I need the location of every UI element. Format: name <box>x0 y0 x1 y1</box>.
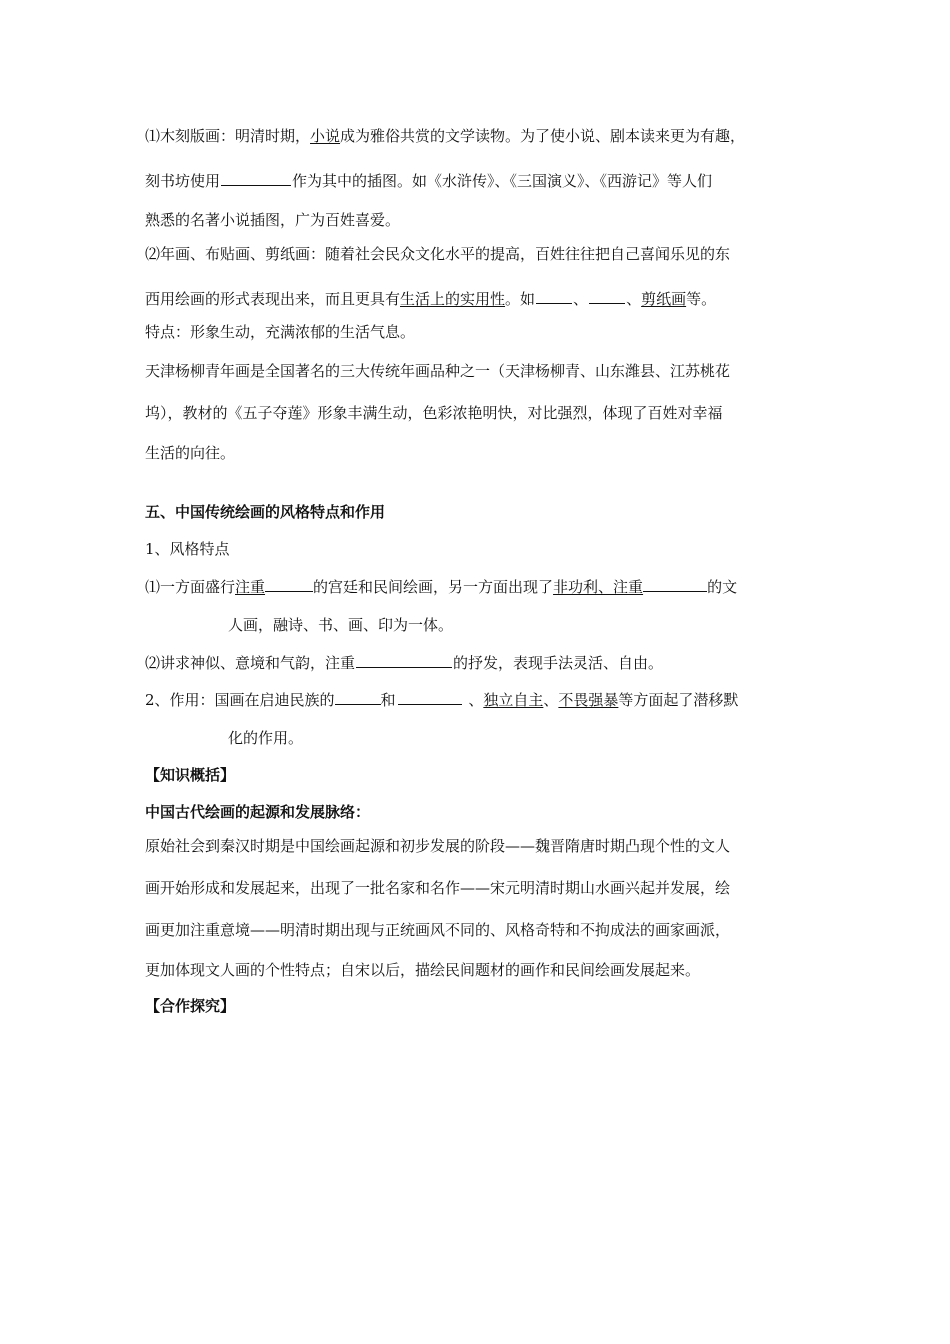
text: 西用绘画的形式表现出来，而且更具有 <box>145 290 401 308</box>
fill-blank[interactable] <box>335 689 381 705</box>
feature-line: 特点：形象生动，充满浓郁的生活气息。 <box>145 323 416 341</box>
underlined-text: 小说 <box>310 127 341 145</box>
text: ⑴一方面盛行 <box>145 578 236 596</box>
text: 、 <box>626 290 642 308</box>
fill-blank[interactable] <box>265 576 313 592</box>
fill-blank[interactable] <box>398 689 462 705</box>
fill-blank[interactable] <box>536 288 572 304</box>
tianjin-line-2: 坞），教材的《五子夺莲》形象丰满生动，色彩浓艳明快，对比强烈，体现了百姓对幸福 <box>145 404 723 422</box>
text: 、 <box>573 290 589 308</box>
text: 的文 <box>707 578 738 596</box>
style-line-3 <box>145 652 663 673</box>
newyear-painting-line-2 <box>145 288 716 309</box>
fill-blank[interactable] <box>589 288 625 304</box>
function-line-1 <box>145 689 738 710</box>
tianjin-line-3: 生活的向往。 <box>145 444 236 462</box>
fill-blank[interactable] <box>356 652 452 668</box>
woodcut-line-3: 熟悉的名著小说插图，广为百姓喜爱。 <box>145 211 401 229</box>
text: 的抒发，表现手法灵活、自由。 <box>453 654 664 672</box>
summary-line-3: 画更加注重意境——明清时期出现与正统画风不同的、风格奇特和不拘成法的画家画派， <box>145 921 731 939</box>
summary-line-1: 原始社会到秦汉时期是中国绘画起源和初步发展的阶段——魏晋隋唐时期凸现个性的文人 <box>145 837 731 855</box>
text: 和 <box>380 691 396 709</box>
style-line-2: 人画，融诗、书、画、印为一体。 <box>228 616 454 634</box>
underlined-text: 注重 <box>235 578 266 596</box>
text: 2、作用：国画在启迪民族的 <box>145 691 335 709</box>
knowledge-summary-label: 【知识概括】 <box>145 766 236 784</box>
text: ⑴木刻版画：明清时期， <box>145 127 311 145</box>
text: 。如 <box>505 290 536 308</box>
newyear-painting-line-1: ⑵年画、布贴画、剪纸画：随着社会民众文化水平的提高，百姓往往把自己喜闻乐见的东 <box>145 245 731 263</box>
underlined-text: 非功利、注重 <box>553 578 644 596</box>
text: 的宫廷和民间绘画，另一方面出现了 <box>313 578 554 596</box>
woodcut-line-2 <box>145 170 712 191</box>
summary-line-4: 更加体现文人画的个性特点；自宋以后，描绘民间题材的画作和民间绘画发展起来。 <box>145 961 701 979</box>
summary-title: 中国古代绘画的起源和发展脉络： <box>145 803 371 821</box>
section5-heading: 五、中国传统绘画的风格特点和作用 <box>145 503 386 521</box>
text: 、 <box>543 691 559 709</box>
underlined-text: 独立自主 <box>483 691 544 709</box>
text: 等。 <box>686 290 717 308</box>
function-line-2: 化的作用。 <box>228 729 304 747</box>
tianjin-line-1: 天津杨柳青年画是全国著名的三大传统年画品种之一（天津杨柳青、山东潍县、江苏桃花 <box>145 362 731 380</box>
fill-blank[interactable] <box>643 576 707 592</box>
woodcut-line-1 <box>145 126 745 146</box>
text: ⑵讲求神似、意境和气韵，注重 <box>145 654 356 672</box>
summary-line-2: 画开始形成和发展起来，出现了一批名家和名作——宋元明清时期山水画兴起并发展，绘 <box>145 879 731 897</box>
text: 等方面起了潜移默 <box>618 691 739 709</box>
text: 、 <box>463 691 484 709</box>
underlined-text: 剪纸画 <box>641 290 687 308</box>
underlined-text: 生活上的实用性 <box>400 290 506 308</box>
text: 作为其中的插图。如《水浒传》、《三国演义》、《西游记》等人们 <box>292 172 713 190</box>
text: 刻书坊使用 <box>145 172 221 190</box>
underlined-text: 不畏强暴 <box>558 691 619 709</box>
text: 成为雅俗共赏的文学读物。为了使小说、剧本读来更为有趣， <box>340 127 746 145</box>
cooperative-inquiry-label: 【合作探究】 <box>145 997 236 1015</box>
fill-blank[interactable] <box>221 170 291 186</box>
style-line-1 <box>145 576 737 597</box>
style-subheading: 1、风格特点 <box>145 540 230 558</box>
